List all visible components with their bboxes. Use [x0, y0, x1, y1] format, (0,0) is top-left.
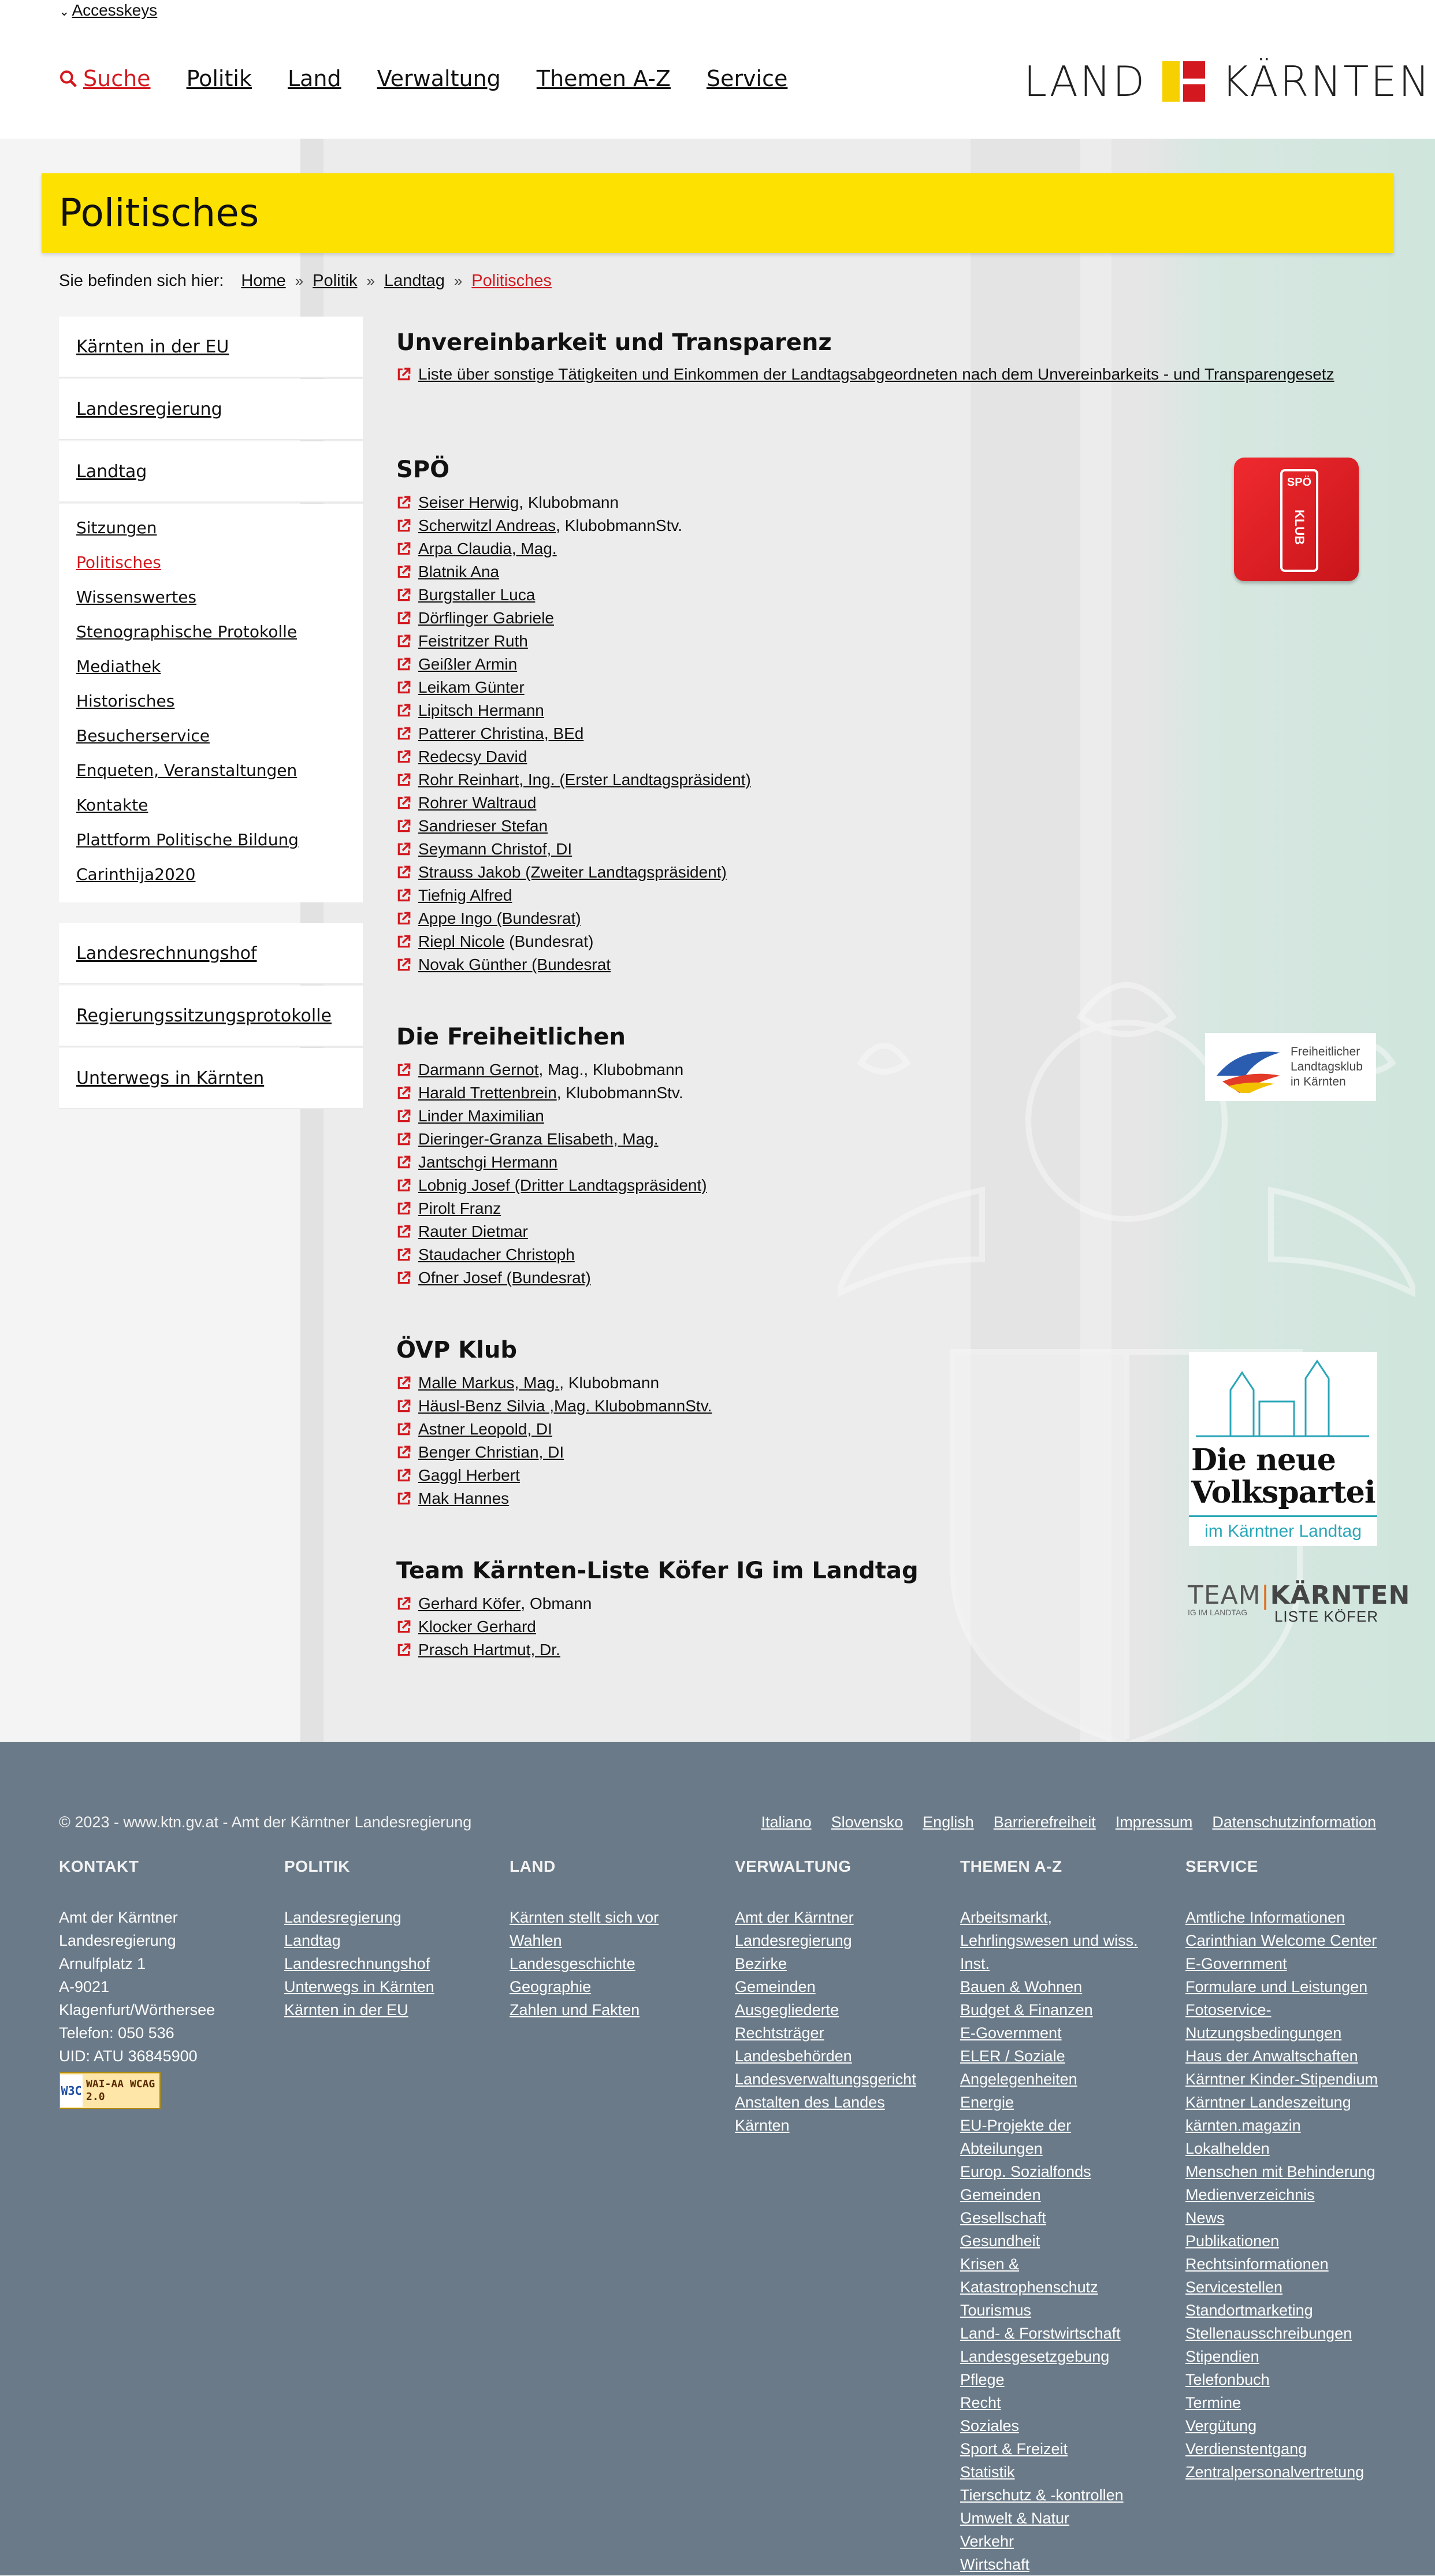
footer-link[interactable]: Kärnten in der EU — [284, 2001, 408, 2019]
sidenav-sub-item[interactable]: Mediathek — [76, 657, 161, 676]
member-link[interactable]: Malle Markus, Mag. , Klubobmann — [396, 1371, 1378, 1395]
footer-link[interactable]: Rechtsinformationen — [1185, 2255, 1329, 2273]
section-title-transparenz: Unvereinbarkeit und Transparenz — [396, 329, 832, 356]
member-link[interactable]: Tiefnig Alfred — [396, 884, 1378, 907]
member-link[interactable]: Geißler Armin — [396, 653, 1378, 676]
sidenav-sub-item[interactable]: Historisches — [76, 692, 175, 711]
external-link-icon — [396, 611, 411, 626]
footer-col-kontakt: KONTAKT Amt der Kärntner Landesregierung Arnulfplatz 1 A-9021 Klagenfurt/Wörthersee Telefon: 050 536 UID: ATU 36845900 W3C WAI-AA WCAG 2.0 — [59, 1857, 284, 2576]
member-link[interactable]: Gaggl Herbert — [396, 1464, 1378, 1487]
footer-link[interactable]: Pflege — [960, 2371, 1005, 2388]
footer-link[interactable]: ELER / Soziale Angelegenheiten — [960, 2047, 1077, 2088]
external-link-icon — [396, 888, 411, 903]
footer-link[interactable]: Kärnten stellt sich vor — [510, 1909, 659, 1926]
page-title-bar — [42, 173, 1393, 253]
section-title-spo: SPÖ — [396, 456, 450, 483]
footer-link[interactable]: Lokalhelden — [1185, 2140, 1270, 2157]
footer-link[interactable]: Amtliche Informationen — [1185, 1909, 1345, 1926]
footer-link[interactable]: Zentralpersonalvertretung — [1185, 2463, 1365, 2481]
sidenav-sub-item[interactable]: Wissenswertes — [76, 588, 197, 607]
nav-themen[interactable]: Themen A-Z — [536, 66, 671, 91]
member-link[interactable]: Liste über sonstige Tätigkeiten und Einkommen der Landtagsabgeordneten nach dem Unvereinbarkeits - und Transparengesetz — [396, 363, 1378, 386]
sidenav-kaernten-eu[interactable]: Kärnten in der EU — [59, 317, 363, 378]
member-link[interactable]: Benger Christian, DI — [396, 1441, 1378, 1464]
member-link[interactable]: Dörflinger Gabriele — [396, 607, 1378, 630]
footer-col-land: LAND Kärnten stellt sich vor Wahlen Landesgeschichte Geographie Zahlen und Fakten — [510, 1857, 735, 2576]
footer-col-themen-a-z: THEMEN A-Z Arbeitsmarkt, Lehrlingswesen und wiss. Inst. Bauen & Wohnen Budget & Finanzen E-Government ELER / Soziale Angelegenheiten Energie EU-Projekte der Abteilungen Europ. Sozialfonds Gemeinden Gesellschaft Gesundheit Krisen & Katastrophenschutz Tourismus Land- & Forstwirtschaft Landesgesetzgebung Pflege Recht Soziales Sport & Freizeit Statistik Tierschutz & -kontrollen Umwelt & Natur Verkehr Wirtschaft — [960, 1857, 1185, 2576]
member-link[interactable]: Appe Ingo (Bundesrat) — [396, 907, 1378, 930]
member-link[interactable]: Rauter Dietmar — [396, 1220, 1378, 1243]
external-link-icon — [396, 1247, 411, 1262]
external-link-icon — [396, 1109, 411, 1124]
footer-link[interactable]: Stellenausschreibungen — [1185, 2325, 1352, 2342]
footer-link[interactable]: Landtag — [284, 1932, 341, 1949]
external-link-icon — [396, 1596, 411, 1611]
footer-link[interactable]: Landesbehörden — [735, 2047, 852, 2065]
member-link[interactable]: Darmann Gernot , Mag., Klubobmann — [396, 1058, 1378, 1081]
external-link-icon — [396, 1376, 411, 1391]
member-link[interactable]: Rohrer Waltraud — [396, 791, 1378, 815]
footer-link[interactable]: Verkehr — [960, 2533, 1014, 2550]
member-link[interactable]: Burgstaller Luca — [396, 583, 1378, 607]
footer-link[interactable]: Gesundheit — [960, 2232, 1040, 2250]
external-link-icon — [396, 911, 411, 926]
external-link-icon — [396, 1201, 411, 1216]
footer-link[interactable]: Ausgegliederte Rechtsträger — [735, 2001, 839, 2042]
footer-link[interactable]: Recht — [960, 2394, 1001, 2411]
breadcrumb-home[interactable]: Home — [241, 272, 286, 290]
footer-columns — [59, 1857, 1411, 2576]
team-kaernten-logo: TEAM|KÄRNTEN IG IM LANDTAG LISTE KÖFER — [1188, 1581, 1411, 1625]
member-link[interactable]: Redecsy David — [396, 745, 1378, 768]
member-link[interactable]: Riepl Nicole (Bundesrat) — [396, 930, 1378, 953]
main-navigation — [59, 66, 823, 91]
external-link-icon — [396, 772, 411, 787]
external-link-icon — [396, 1642, 411, 1657]
sidenav-landtag[interactable]: Landtag — [59, 441, 363, 503]
footer-col-service: SERVICE Amtliche Informationen Carinthian Welcome Center E-Government Formulare und Leistungen Fotoservice-Nutzungsbedingungen Haus der Anwaltschaften Kärntner Kinder-Stipendium Kärntner Landeszeitung kärnten.magazin Lokalhelden Menschen mit Behinderung Medienverzeichnis News Publikationen Rechtsinformationen Servicestellen Standortmarketing Stellenausschreibungen Stipendien Telefonbuch Termine Vergütung Verdienstentgang Zentralpersonalvertretung — [1185, 1857, 1411, 2576]
footer-link[interactable]: Publikationen — [1185, 2232, 1280, 2250]
search-icon — [59, 69, 77, 88]
footer-link[interactable]: Kärntner Landeszeitung — [1185, 2094, 1351, 2111]
member-link[interactable]: Staudacher Christoph — [396, 1243, 1378, 1266]
sidenav-unterwegs[interactable]: Unterwegs in Kärnten — [59, 1048, 363, 1109]
external-link-icon — [396, 1491, 411, 1506]
footer-link[interactable]: Standortmarketing — [1185, 2302, 1313, 2319]
footer-link[interactable]: Landesgeschichte — [510, 1955, 635, 1972]
footer-link[interactable]: Gemeinden — [735, 1978, 816, 1995]
section-title-fpo: Die Freiheitlichen — [396, 1024, 626, 1050]
external-link-icon — [396, 657, 411, 672]
external-link-icon — [396, 1270, 411, 1285]
breadcrumb-landtag[interactable]: Landtag — [384, 272, 445, 290]
external-link-icon — [396, 796, 411, 811]
member-link[interactable]: Jantschgi Hermann — [396, 1151, 1378, 1174]
footer-link[interactable]: Anstalten des Landes Kärnten — [735, 2094, 885, 2134]
external-link-icon — [396, 957, 411, 972]
footer-link[interactable]: Gesellschaft — [960, 2209, 1046, 2226]
chevron-down-icon: ⌄ — [59, 4, 70, 18]
member-link[interactable]: Seiser Herwig , Klubobmann — [396, 491, 1378, 514]
external-link-icon — [396, 726, 411, 741]
external-link-icon — [396, 842, 411, 857]
footer-link[interactable]: Tierschutz & -kontrollen — [960, 2486, 1124, 2504]
external-link-icon — [396, 1155, 411, 1170]
footer-link[interactable]: Formulare und Leistungen — [1185, 1978, 1368, 1995]
sidenav-sub-item[interactable]: Sitzungen — [76, 518, 157, 537]
member-link[interactable]: Lobnig Josef (Dritter Landtagspräsident) — [396, 1174, 1378, 1197]
footer-link[interactable]: Soziales — [960, 2417, 1020, 2434]
external-link-icon — [396, 819, 411, 834]
member-link[interactable]: Dieringer-Granza Elisabeth, Mag. — [396, 1128, 1378, 1151]
footer-link[interactable]: Arbeitsmarkt, Lehrlingswesen und wiss. Inst. — [960, 1909, 1138, 1972]
external-link-icon — [396, 1224, 411, 1239]
external-link-icon — [396, 865, 411, 880]
breadcrumb-politik[interactable]: Politik — [313, 272, 358, 290]
footer-link[interactable]: Vergütung — [1185, 2417, 1257, 2434]
ovp-landtag-logo: Die neue Volkspartei im Kärntner Landtag — [1189, 1352, 1377, 1546]
sidenav-sub-item[interactable]: Besucherservice — [76, 726, 210, 745]
member-link[interactable]: Astner Leopold, DI — [396, 1418, 1378, 1441]
footer-link[interactable]: Menschen mit Behinderung — [1185, 2163, 1375, 2180]
external-link-icon — [396, 564, 411, 579]
nav-land[interactable]: Land — [287, 66, 341, 91]
member-link[interactable]: Harald Trettenbrein , KlubobmannStv. — [396, 1081, 1378, 1105]
footer-link[interactable]: Amt der Kärntner Landesregierung — [735, 1909, 854, 1949]
external-link-icon — [396, 518, 411, 533]
section-title-team-kaernten: Team Kärnten-Liste Köfer IG im Landtag — [396, 1558, 919, 1584]
footer-link[interactable]: Umwelt & Natur — [960, 2510, 1070, 2527]
fpo-landtagsklub-logo: Freiheitlicher Landtagsklub in Kärnten — [1205, 1033, 1376, 1101]
footer-link[interactable]: Krisen & Katastrophenschutz — [960, 2255, 1098, 2296]
sidenav-sub-item[interactable]: Enqueten, Veranstaltungen — [76, 761, 298, 780]
external-link-icon — [396, 680, 411, 695]
footer-link[interactable]: Europ. Sozialfonds — [960, 2163, 1091, 2180]
nav-service[interactable]: Service — [706, 66, 788, 91]
external-link-icon — [396, 749, 411, 764]
member-link[interactable]: Seymann Christof, DI — [396, 838, 1378, 861]
footer-link[interactable]: Verdienstentgang — [1185, 2440, 1307, 2458]
spo-members — [396, 491, 1378, 976]
member-link[interactable]: Scherwitzl Andreas , KlubobmannStv. — [396, 514, 1378, 537]
member-link[interactable]: Linder Maximilian — [396, 1105, 1378, 1128]
external-link-icon — [396, 934, 411, 949]
external-link-icon — [396, 1445, 411, 1460]
nav-search[interactable]: Suche — [59, 66, 151, 91]
footer-link-italiano[interactable]: Italiano — [761, 1813, 812, 1831]
member-link[interactable]: Mak Hannes — [396, 1487, 1378, 1510]
sidenav-sub-item[interactable]: Kontakte — [76, 796, 148, 815]
member-link[interactable]: Strauss Jakob (Zweiter Landtagspräsident) — [396, 861, 1378, 884]
external-link-icon — [396, 1468, 411, 1483]
footer-link[interactable]: Tourismus — [960, 2302, 1032, 2319]
member-link[interactable]: Prasch Hartmut, Dr. — [396, 1638, 1378, 1661]
footer-link[interactable]: Kärntner Kinder-Stipendium — [1185, 2071, 1378, 2088]
footer-link[interactable]: Carinthian Welcome Center — [1185, 1932, 1377, 1949]
sidenav-landesregierung[interactable]: Landesregierung — [59, 379, 363, 440]
chevron-right-icon: » — [366, 272, 375, 289]
sidenav-landtag-submenu — [59, 504, 363, 902]
member-link[interactable]: Lipitsch Hermann — [396, 699, 1378, 722]
external-link-icon — [396, 1086, 411, 1101]
footer-language-links — [761, 1813, 1376, 1831]
nav-verwaltung[interactable]: Verwaltung — [377, 66, 501, 91]
footer-link-slovensko[interactable]: Slovensko — [831, 1813, 904, 1831]
side-navigation — [59, 317, 363, 1110]
footer-link[interactable]: Zahlen und Fakten — [510, 2001, 640, 2019]
footer-link[interactable]: Stipendien — [1185, 2348, 1259, 2365]
footer-link[interactable]: Unterwegs in Kärnten — [284, 1978, 434, 1995]
spo-klub-logo: SPÖ KLUB — [1234, 458, 1359, 581]
external-link-icon — [396, 1062, 411, 1077]
chevron-right-icon: » — [295, 272, 304, 289]
member-link[interactable]: Rohr Reinhart, Ing. (Erster Landtagspräsident) — [396, 768, 1378, 791]
footer — [0, 1742, 1435, 2575]
member-link[interactable]: Novak Günther (Bundesrat — [396, 953, 1378, 976]
sidenav-sub-item-active[interactable]: Politisches — [76, 553, 161, 572]
footer-link[interactable]: Bezirke — [735, 1955, 787, 1972]
member-link[interactable]: Klocker Gerhard — [396, 1615, 1378, 1638]
footer-link-english[interactable]: English — [923, 1813, 974, 1831]
external-link-icon — [396, 1619, 411, 1634]
footer-link-datenschutz[interactable]: Datenschutzinformation — [1212, 1813, 1376, 1831]
footer-link[interactable]: Land- & Forstwirtschaft — [960, 2325, 1121, 2342]
footer-link[interactable]: Gemeinden — [960, 2186, 1041, 2203]
ovp-members — [396, 1371, 1378, 1510]
external-link-icon — [396, 634, 411, 649]
external-link-icon — [396, 541, 411, 556]
land-kaernten-logo[interactable]: LAND KÄRNTEN — [1024, 57, 1432, 106]
transparenz-links — [396, 363, 1378, 386]
footer-col-politik: POLITIK Landesregierung Landtag Landesrechnungshof Unterwegs in Kärnten Kärnten in der EU — [284, 1857, 510, 2576]
footer-link[interactable]: News — [1185, 2209, 1225, 2226]
footer-link[interactable]: Termine — [1185, 2394, 1241, 2411]
footer-link[interactable]: Telefonbuch — [1185, 2371, 1270, 2388]
external-link-icon — [396, 495, 411, 510]
copyright: © 2023 - www.ktn.gv.at - Amt der Kärntner Landesregierung — [59, 1813, 472, 1831]
footer-link[interactable]: Servicestellen — [1185, 2278, 1283, 2296]
member-link[interactable]: Sandrieser Stefan — [396, 815, 1378, 838]
breadcrumb-politisches[interactable]: Politisches — [471, 272, 552, 290]
footer-link[interactable]: Landesverwaltungsgericht — [735, 2071, 916, 2088]
sidenav-regierungssitzungsprotokolle[interactable]: Regierungssitzungsprotokolle — [59, 986, 363, 1047]
footer-col-verwaltung: VERWALTUNG Amt der Kärntner Landesregierung Bezirke Gemeinden Ausgegliederte Rechtsträger Landesbehörden Landesverwaltungsgericht Anstalten des Landes Kärnten — [735, 1857, 960, 2576]
sidenav-sub-item[interactable]: Carinthija2020 — [76, 865, 196, 884]
member-link[interactable]: Gerhard Köfer , Obmann — [396, 1592, 1378, 1615]
footer-link[interactable]: Landesgesetzgebung — [960, 2348, 1110, 2365]
member-link[interactable]: Häusl-Benz Silvia ,Mag. KlubobmannStv. — [396, 1395, 1378, 1418]
footer-link-barrierefreiheit[interactable]: Barrierefreiheit — [993, 1813, 1096, 1831]
member-link[interactable]: Leikam Günter — [396, 676, 1378, 699]
main-content — [396, 329, 1411, 1661]
external-link-icon — [396, 588, 411, 603]
external-link-icon — [396, 1132, 411, 1147]
member-link[interactable]: Blatnik Ana — [396, 560, 1378, 583]
footer-link[interactable]: Sport & Freizeit — [960, 2440, 1068, 2458]
member-link[interactable]: Ofner Josef (Bundesrat) — [396, 1266, 1378, 1289]
footer-link[interactable]: Statistik — [960, 2463, 1015, 2481]
footer-link[interactable]: Haus der Anwaltschaften — [1185, 2047, 1358, 2065]
wai-aa-badge[interactable]: W3C WAI-AA WCAG 2.0 — [59, 2072, 161, 2109]
footer-link[interactable]: Bauen & Wohnen — [960, 1978, 1083, 1995]
external-link-icon — [396, 367, 411, 382]
footer-link[interactable]: Energie — [960, 2094, 1014, 2111]
breadcrumb: Sie befinden sich hier: Home » Politik » Landtag » Politisches — [59, 272, 552, 290]
sidenav-sub-item[interactable]: Plattform Politische Bildung — [76, 830, 299, 849]
footer-link[interactable]: EU-Projekte der Abteilungen — [960, 2117, 1072, 2157]
sidenav-sub-item[interactable]: Stenographische Protokolle — [76, 622, 298, 641]
kaernten-flag-icon — [1162, 61, 1205, 102]
footer-link[interactable]: kärnten.magazin — [1185, 2117, 1301, 2134]
external-link-icon — [396, 1422, 411, 1437]
nav-politik[interactable]: Politik — [186, 66, 252, 91]
member-link[interactable]: Patterer Christina, BEd — [396, 722, 1378, 745]
footer-link[interactable]: Wirtschaft — [960, 2556, 1030, 2573]
external-link-icon — [396, 1399, 411, 1414]
external-link-icon — [396, 1178, 411, 1193]
footer-link[interactable]: E-Government — [1185, 1955, 1287, 1972]
external-link-icon — [396, 703, 411, 718]
member-link[interactable]: Feistritzer Ruth — [396, 630, 1378, 653]
member-link[interactable]: Arpa Claudia, Mag. — [396, 537, 1378, 560]
footer-link-impressum[interactable]: Impressum — [1115, 1813, 1193, 1831]
page-title: Politisches — [59, 191, 259, 235]
footer-link[interactable]: Landesrechnungshof — [284, 1955, 430, 1972]
footer-link[interactable]: Medienverzeichnis — [1185, 2186, 1315, 2203]
footer-link[interactable]: Budget & Finanzen — [960, 2001, 1093, 2019]
chevron-right-icon: » — [453, 272, 463, 289]
footer-link[interactable]: Geographie — [510, 1978, 592, 1995]
footer-link[interactable]: Wahlen — [510, 1932, 562, 1949]
member-link[interactable]: Pirolt Franz — [396, 1197, 1378, 1220]
footer-link[interactable]: Landesregierung — [284, 1909, 401, 1926]
fpo-members — [396, 1058, 1378, 1289]
section-title-ovp: ÖVP Klub — [396, 1337, 517, 1363]
sidenav-landesrechnungshof[interactable]: Landesrechnungshof — [59, 923, 363, 984]
accesskeys-link[interactable]: ⌄ Accesskeys — [59, 1, 158, 19]
team-kaernten-members — [396, 1592, 1378, 1661]
footer-link[interactable]: E-Government — [960, 2024, 1062, 2042]
footer-link[interactable]: Fotoservice-Nutzungsbedingungen — [1185, 2001, 1342, 2042]
